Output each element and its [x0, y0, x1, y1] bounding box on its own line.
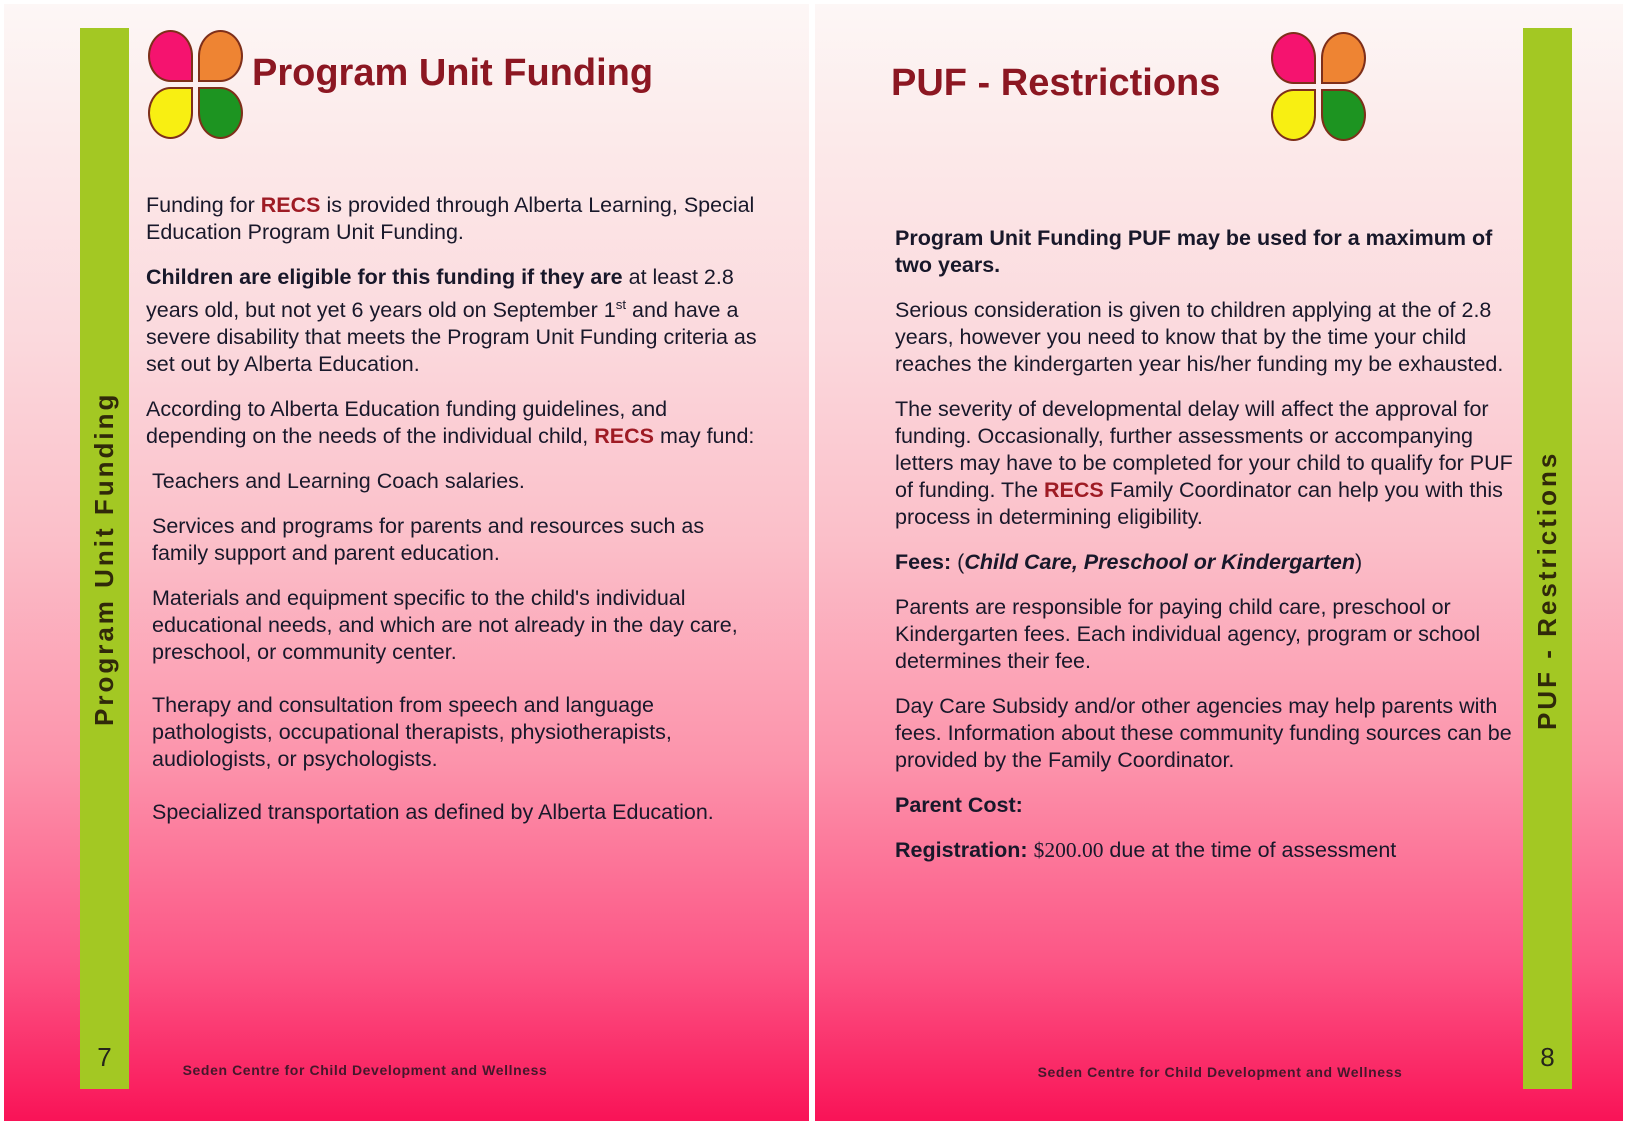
body-paragraph: Parent Cost:	[895, 793, 1023, 817]
footer-text: Seden Centre for Child Development and Wellness	[182, 1062, 548, 1078]
right-green-sidebar	[1523, 28, 1572, 1089]
petal-green-icon	[1321, 89, 1366, 141]
body-paragraph: Program Unit Funding PUF may be used for a maximum of two years.	[895, 226, 1493, 277]
body-paragraph: Serious consideration is given to children applying at the of 2.8 years, however you need to know that by the time your child reaches the kindergarten year his/her funding my be exhausted.	[895, 298, 1504, 376]
body-paragraph: Fees: (Child Care, Preschool or Kindergarten)	[895, 550, 1363, 574]
petal-yellow-icon	[1271, 89, 1316, 141]
body-paragraph: Therapy and consultation from speech and language pathologists, occupational therapists, physiotherapists, audiologists, or psychologists.	[152, 693, 672, 772]
petal-orange-icon	[1321, 32, 1366, 84]
page-left	[4, 4, 809, 1121]
body-paragraph: Materials and equipment specific to the child's individual educational needs, and which are not already in the day care, preschool, or community center.	[152, 586, 738, 665]
sidebar-label-program-unit-funding: Program Unit Funding	[89, 391, 119, 726]
flower-logo-icon	[1271, 32, 1366, 141]
body-paragraph: Specialized transportation as defined by Alberta Education.	[152, 800, 714, 825]
body-paragraph: Day Care Subsidy and/or other agencies may help parents with fees. Information about these community funding sources can be provided by the Family Coordinator.	[895, 694, 1512, 772]
body-paragraph: According to Alberta Education funding guidelines, and depending on the needs of the individual child, RECS may fund:	[146, 397, 755, 449]
petal-green-icon	[198, 87, 243, 139]
petal-yellow-icon	[148, 87, 193, 139]
body-paragraph: Teachers and Learning Coach salaries.	[152, 469, 525, 494]
page-number: 7	[97, 1042, 112, 1072]
page-number: 8	[1540, 1042, 1555, 1072]
body-paragraph: Registration: $200.00 due at the time of assessment	[895, 838, 1397, 862]
page-title: PUF - Restrictions	[891, 62, 1221, 104]
sidebar-label-puf-restrictions: PUF - Restrictions	[1532, 450, 1562, 731]
petal-pink-icon	[1271, 32, 1316, 84]
page-right	[815, 4, 1623, 1121]
body-paragraph: Parents are responsible for paying child care, preschool or Kindergarten fees. Each individual agency, program or school determines their fee.	[895, 595, 1481, 673]
body-paragraph: Funding for RECS is provided through Alberta Learning, Special Education Program Unit Funding.	[146, 193, 755, 244]
body-paragraph: The severity of developmental delay will affect the approval for funding. Occasionally, further assessments or accompanying letters may have to be completed for your child to qualify for PUF of funding. The RECS Family Coordinator can help you with this process in determining eligibility.	[895, 397, 1513, 529]
body-paragraph: Children are eligible for this funding if they are at least 2.8 years old, but not yet 6 years old on September 1st and have a severe disability that meets the Program Unit Funding criteria as set out by Alberta Education.	[146, 265, 757, 377]
flower-logo-icon	[148, 30, 243, 139]
footer-text: Seden Centre for Child Development and Wellness	[1037, 1064, 1403, 1080]
body-paragraph: Services and programs for parents and resources such as family support and parent education.	[152, 514, 705, 566]
petal-orange-icon	[198, 30, 243, 82]
body-text-column	[146, 192, 760, 844]
petal-pink-icon	[148, 30, 193, 82]
body-text-column	[895, 225, 1517, 882]
left-green-sidebar	[80, 28, 129, 1089]
page-title: Program Unit Funding	[252, 52, 654, 94]
